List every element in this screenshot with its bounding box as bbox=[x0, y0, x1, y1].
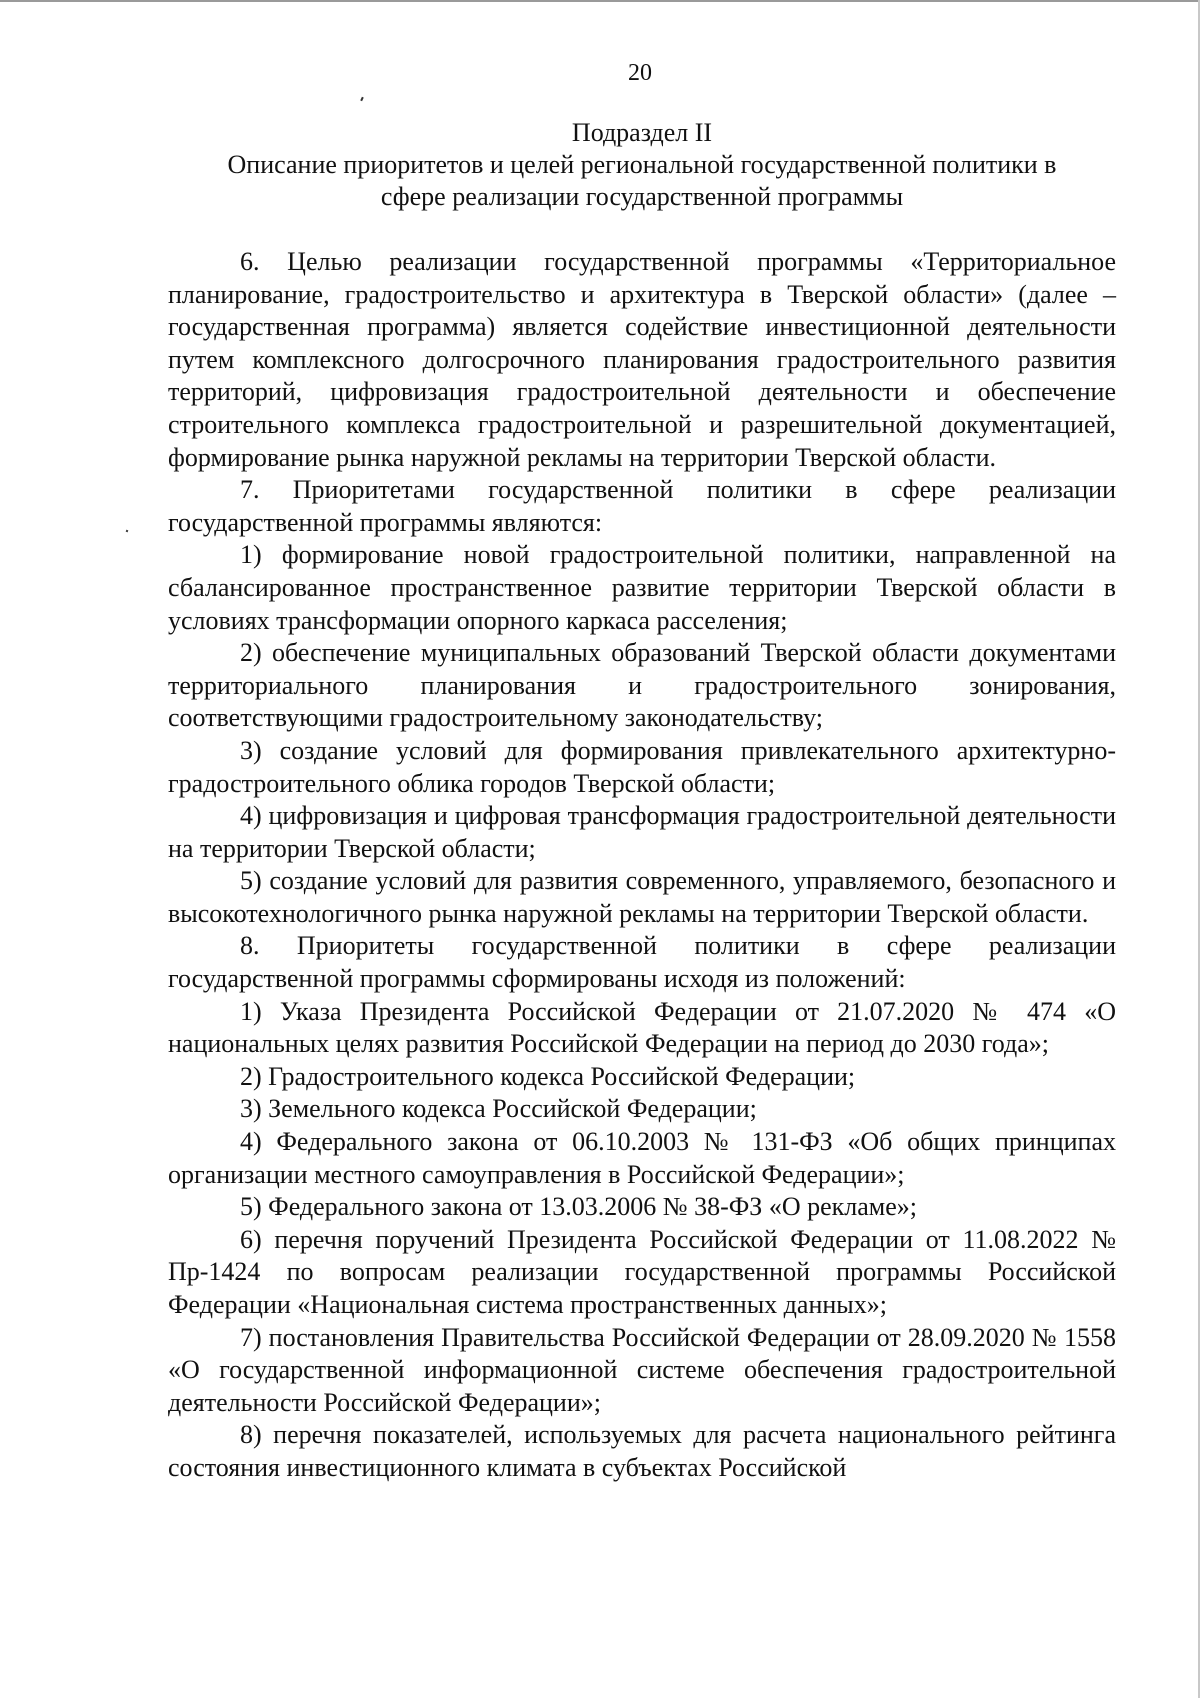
list-item: 2) Градостроительного кодекса Российской Федерации; bbox=[240, 1061, 856, 1091]
page-number: 20 bbox=[628, 60, 652, 86]
scan-speck bbox=[360, 97, 364, 101]
list-item: 3) создание условий для формирования привлекательного архитектурно-градостроительного облика городов Тверской области; bbox=[168, 735, 1116, 798]
list-item: 8) перечня показателей, используемых для расчета национального рейтинга состояния инвестиционного климата в субъектах Российской bbox=[168, 1420, 1116, 1482]
paragraph-goal: 6. Целью реализации государственной программы «Территориальное планирование, градостроительство и архитектура в Тверской области» (далее – государственная программа) является содействие инвестиционной деятельности путем комплексного долгосрочного планирования градостроительного развития территорий, цифровизация градостроительной деятельности и обеспечение строительного комплекса градостроительной и разрешительной документацией, формирование рынка наружной рекламы на территории Тверской области. bbox=[168, 247, 1116, 472]
subsection-title: Подраздел II bbox=[571, 118, 713, 147]
paragraph-priorities-intro: 7. Приоритетами государственной политики в сфере реализации государственной программы являются: bbox=[168, 475, 1116, 537]
list-item: 7) постановления Правительства Российской Федерации от 28.09.2020 № 1558 «О государственной информационной системе обеспечения градостроительной деятельности Российской Федерации»; bbox=[168, 1322, 1116, 1417]
list-item: 4) Федерального закона от 06.10.2003 № 131-ФЗ «Об общих принципах организации местного самоуправления в Российской Федерации»; bbox=[168, 1127, 1116, 1189]
list-item: 3) Земельного кодекса Российской Федерации; bbox=[240, 1094, 757, 1124]
list-item: 1) формирование новой градостроительной политики, направленной на сбалансированное пространственное развитие территории Тверской области в условиях трансформации опорного каркаса расселения; bbox=[168, 540, 1116, 635]
section-title-line: Описание приоритетов и целей региональной государственной политики в bbox=[227, 150, 1057, 179]
section-heading bbox=[168, 117, 1116, 213]
section-title-line: сфере реализации государственной программы bbox=[380, 182, 904, 211]
list-item: 5) Федерального закона от 13.03.2006 № 38-ФЗ «О рекламе»; bbox=[240, 1192, 918, 1222]
scan-speck bbox=[126, 530, 129, 533]
list-item: 1) Указа Президента Российской Федерации от 21.07.2020 № 474 «О национальных целях развития Российской Федерации на период до 2030 года»; bbox=[168, 996, 1116, 1059]
body-text bbox=[168, 246, 1116, 1485]
page-top-edge bbox=[0, 0, 1200, 2]
list-item: 6) перечня поручений Президента Российской Федерации от 11.08.2022 № Пр-1424 по вопросам реализации государственной программы Российской Федерации «Национальная система пространственных данных»; bbox=[168, 1224, 1116, 1319]
list-item: 2) обеспечение муниципальных образований Тверской области документами территориального планирования и градостроительного зонирования, соответствующими градостроительному законодательству; bbox=[168, 638, 1116, 733]
list-item: 4) цифровизация и цифровая трансформация градостроительной деятельности на территории Тверской области; bbox=[168, 801, 1116, 863]
paragraph-sources-intro: 8. Приоритеты государственной политики в сфере реализации государственной программы сформированы исходя из положений: bbox=[168, 931, 1116, 994]
list-item: 5) создание условий для развития современного, управляемого, безопасного и высокотехнологичного рынка наружной рекламы на территории Тверской области. bbox=[168, 866, 1116, 928]
